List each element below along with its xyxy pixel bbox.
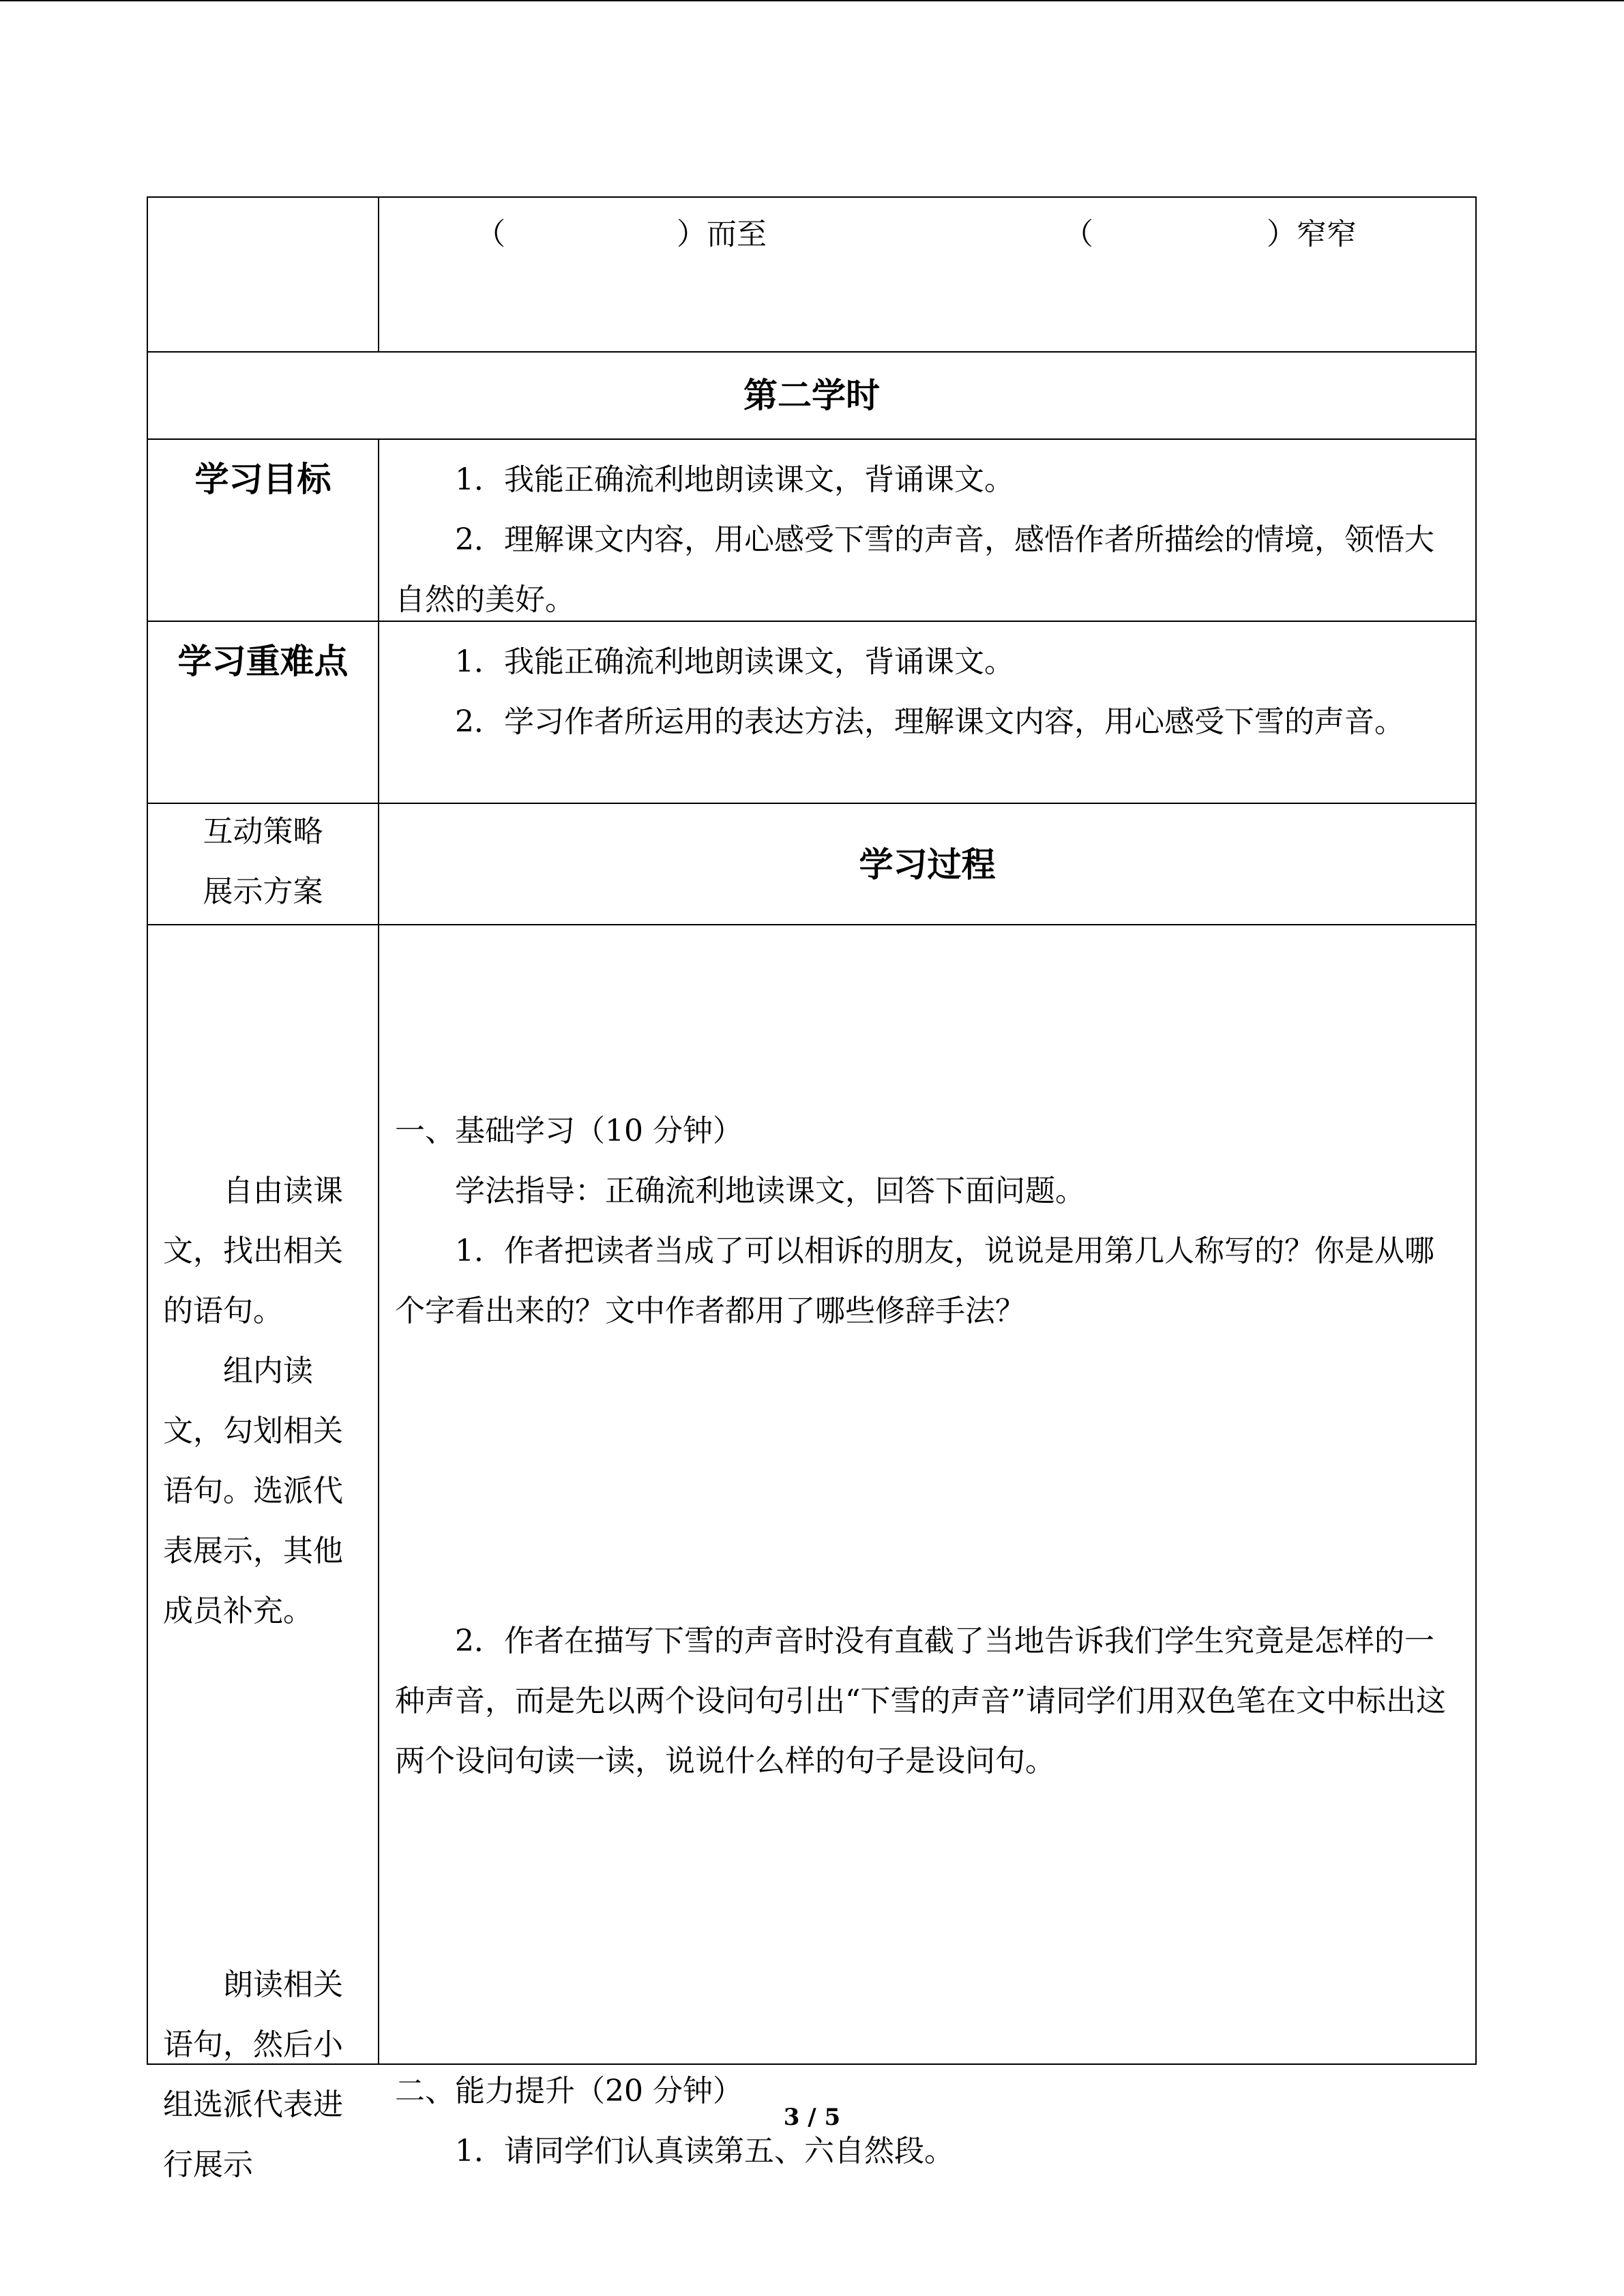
strategy-read-aloud: 朗读相关语句，然后小组选派代表进行展示 bbox=[163, 1967, 343, 2182]
row-divider bbox=[148, 438, 1475, 440]
method-guidance: 学法指导：正确流利地读课文，回答下面问题。 bbox=[455, 1174, 1085, 1208]
goal-item-1: 1．我能正确流利地朗读课文，背诵课文。 bbox=[455, 462, 1014, 497]
section-title: 第二学时 bbox=[743, 376, 880, 415]
column-divider bbox=[378, 438, 379, 2063]
top-border-rule bbox=[0, 0, 1624, 1]
key-points-label: 学习重难点 bbox=[177, 642, 349, 681]
blank1-open: （ bbox=[475, 217, 505, 252]
part1-title: 一、基础学习（10 分钟） bbox=[395, 1114, 743, 1148]
question-1: 1．作者把读者当成了可以相诉的朋友，说说是用第几人称写的？你是从哪个字看出来的？文中作者都用了哪些修辞手法？ bbox=[395, 1234, 1434, 1328]
strategy-free-reading: 自由读课文，找出相关的语句。 bbox=[163, 1174, 343, 1328]
page-number: 3 / 5 bbox=[783, 2104, 841, 2131]
question-2: 2．作者在描写下雪的声音时没有直截了当地告诉我们学生究竟是怎样的一种声音，而是先以两个设问句引出“下雪的声音”请同学们用双色笔在文中标出这两个设问句读一读，说说什么样的句子是设问句。 bbox=[395, 1624, 1446, 1778]
row-divider bbox=[148, 351, 1475, 353]
key-point-item-1: 1．我能正确流利地朗读课文，背诵课文。 bbox=[455, 644, 1014, 679]
goals-label: 学习目标 bbox=[194, 460, 331, 499]
strategy-group-reading: 组内读文，勾划相关语句。选派代表展示，其他成员补充。 bbox=[163, 1354, 343, 1628]
question-3: 1．请同学们认真读第五、六自然段。 bbox=[455, 2134, 954, 2168]
blank2-open: （ bbox=[1063, 217, 1093, 252]
goal-item-2: 2．理解课文内容，用心感受下雪的声音，感悟作者所描绘的情境，领悟大自然的美好。 bbox=[395, 522, 1434, 617]
strategy-header-line1: 互动策略 bbox=[203, 814, 323, 849]
part2-title: 二、能力提升（20 分钟） bbox=[395, 2074, 743, 2108]
blank2-close: ）窄窄 bbox=[1267, 217, 1357, 252]
blank1-close: ）而至 bbox=[677, 217, 767, 252]
column-divider bbox=[378, 198, 379, 351]
row-divider bbox=[148, 924, 1475, 925]
key-point-item-2: 2．学习作者所运用的表达方法，理解课文内容，用心感受下雪的声音。 bbox=[455, 704, 1404, 739]
process-header: 学习过程 bbox=[859, 845, 996, 884]
strategy-header-line2: 展示方案 bbox=[203, 874, 323, 909]
